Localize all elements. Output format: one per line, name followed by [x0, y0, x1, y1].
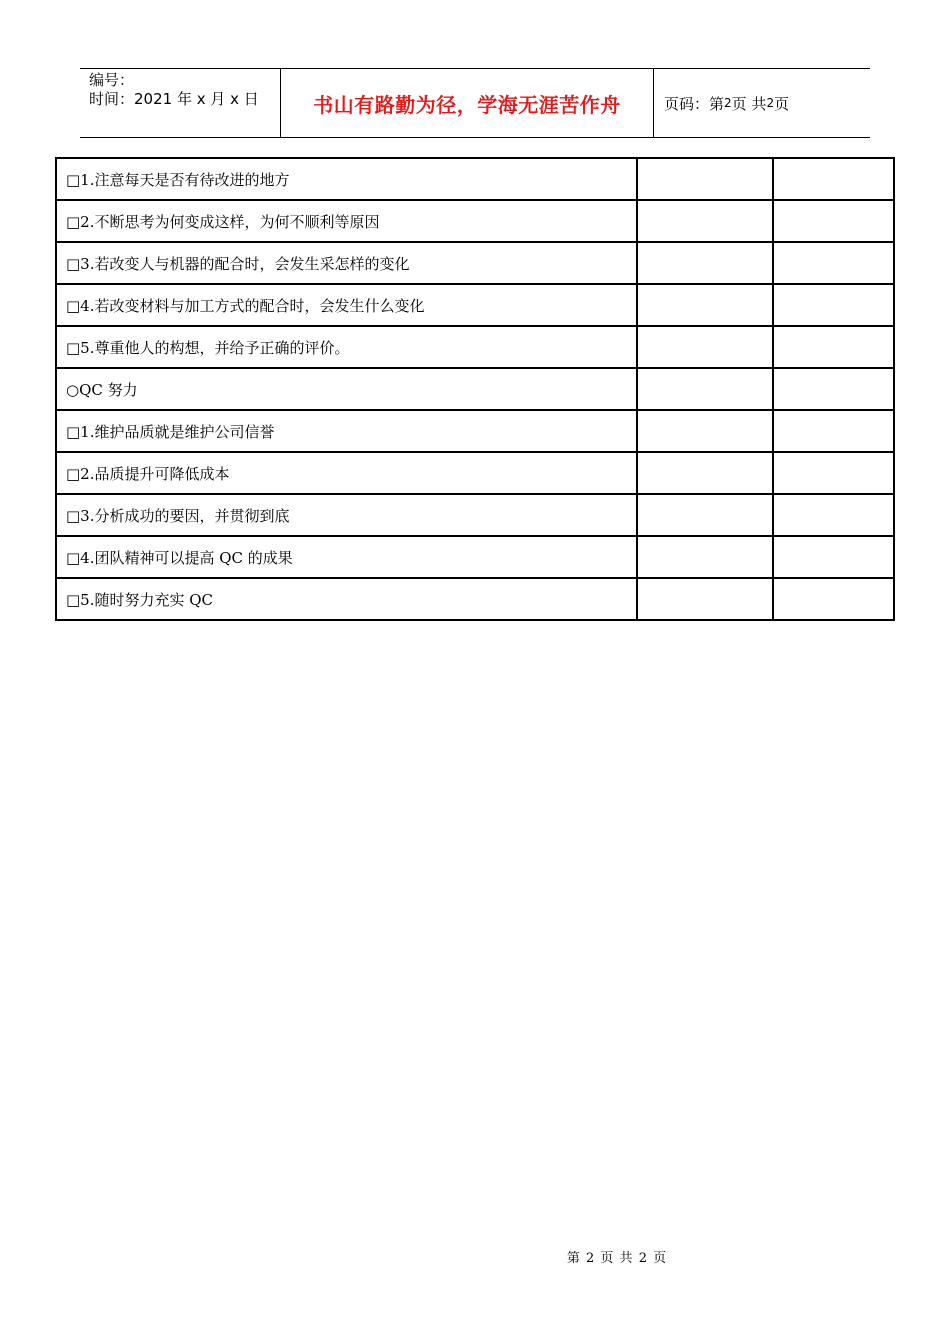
- page-code-mid: 页 共: [731, 94, 767, 113]
- table-row: [56, 452, 894, 494]
- checklist-item: □2.品质提升可降低成本: [56, 452, 637, 494]
- checklist-item: □3.分析成功的要因，并贯彻到底: [56, 494, 637, 536]
- check-cell[interactable]: [637, 368, 773, 410]
- check-cell[interactable]: [637, 452, 773, 494]
- table-row: [56, 200, 894, 242]
- check-cell[interactable]: [637, 200, 773, 242]
- page-code-suffix: 页: [774, 94, 790, 113]
- table-row: [56, 494, 894, 536]
- check-cell[interactable]: [773, 284, 894, 326]
- check-cell[interactable]: [637, 242, 773, 284]
- serial-label: 编号：: [89, 71, 135, 89]
- checklist-item: □3.若改变人与机器的配合时，会发生采怎样的变化: [56, 242, 637, 284]
- check-cell[interactable]: [773, 578, 894, 620]
- check-cell[interactable]: [637, 536, 773, 578]
- page-code-prefix: 页码：第: [664, 94, 725, 113]
- check-cell[interactable]: [773, 326, 894, 368]
- check-cell[interactable]: [773, 158, 894, 200]
- checklist-item: □5.随时努力充实 QC: [56, 578, 637, 620]
- time-label: 时间：2021 年 x 月 x 日: [89, 90, 259, 108]
- page-footer: 第 2 页 共 2 页: [566, 1251, 668, 1266]
- header-motto: 书山有路勤为径，学海无涯苦作舟: [281, 69, 654, 137]
- checklist-table: [55, 157, 895, 621]
- checklist-item: □4.若改变材料与加工方式的配合时，会发生什么变化: [56, 284, 637, 326]
- header-meta: [80, 69, 281, 137]
- table-row: [56, 326, 894, 368]
- checklist-item: □5.尊重他人的构想，并给予正确的评价。: [56, 326, 637, 368]
- check-cell[interactable]: [773, 368, 894, 410]
- check-cell[interactable]: [773, 242, 894, 284]
- table-row: [56, 578, 894, 620]
- check-cell[interactable]: [637, 284, 773, 326]
- table-row: [56, 410, 894, 452]
- section-heading: ○QC 努力: [56, 368, 637, 410]
- table-row: [56, 368, 894, 410]
- checklist-item: □2.不断思考为何变成这样，为何不顺利等原因: [56, 200, 637, 242]
- check-cell[interactable]: [637, 158, 773, 200]
- check-cell[interactable]: [773, 536, 894, 578]
- table-row: [56, 242, 894, 284]
- page-current: 2: [724, 96, 732, 110]
- check-cell[interactable]: [637, 326, 773, 368]
- check-cell[interactable]: [773, 200, 894, 242]
- checklist-item: □4.团队精神可以提高 QC 的成果: [56, 536, 637, 578]
- header-page-code: [654, 69, 870, 137]
- checklist-item: □1.维护品质就是维护公司信誉: [56, 410, 637, 452]
- check-cell[interactable]: [773, 494, 894, 536]
- table-row: [56, 158, 894, 200]
- check-cell[interactable]: [773, 410, 894, 452]
- check-cell[interactable]: [637, 410, 773, 452]
- checklist-item: □1.注意每天是否有待改进的地方: [56, 158, 637, 200]
- check-cell[interactable]: [773, 452, 894, 494]
- check-cell[interactable]: [637, 578, 773, 620]
- table-row: [56, 536, 894, 578]
- table-row: [56, 284, 894, 326]
- page-total: 2: [766, 96, 775, 110]
- check-cell[interactable]: [637, 494, 773, 536]
- page-header: [80, 68, 870, 138]
